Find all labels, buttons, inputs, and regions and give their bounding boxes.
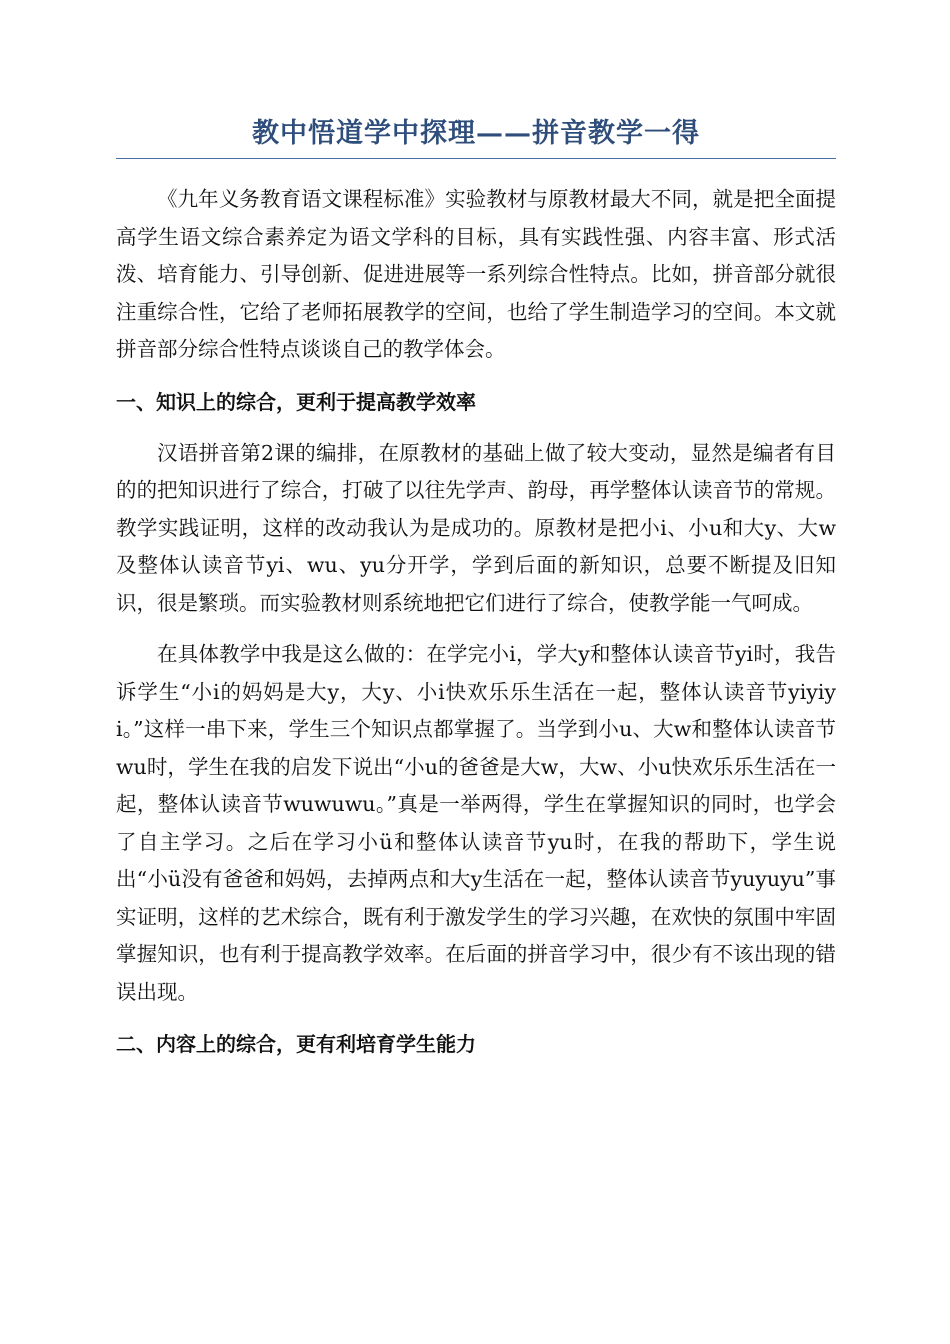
section-2-heading: 二、内容上的综合，更有利培育学生能力 (116, 1032, 476, 1056)
section-1-heading: 一、知识上的综合，更利于提高教学效率 (116, 389, 476, 414)
document-page (116, 112, 836, 1077)
section-1-paragraph-2: 在具体教学中我是这么做的：在学完小i，学大y和整体认读音节yi时，我告诉学生“小i的妈妈是大y，大y、小i快欢乐乐生活在一起，整体认读音节yiyiyi。”这样一串下来，学生三个知识点都掌握了。当学到小u、大w和整体认读音节wu时，学生在我的启发下说出“小u的爸爸是大w，大w、小u快欢乐乐生活在一起，整体认读音节wuwuwu。”真是一举两得，学生在掌握知识的同时，也学会了自主学习。之后在学习小ü和整体认读音节yu时，在我的帮助下，学生说出“小ü没有爸爸和妈妈，去掉两点和大y生活在一起，整体认读音节yuyuyu”事实证明，这样的艺术综合，既有利于激发学生的学习兴趣，在欢快的氛围中牢固掌握知识，也有利于提高教学效率。在后面的拼音学习中，很少有不该出现的错误出现。 (116, 642, 836, 1004)
intro-paragraph: 《九年义务教育语文课程标准》实验教材与原教材最大不同，就是把全面提高学生语文综合素养定为语文学科的目标，具有实践性强、内容丰富、形式活泼、培育能力、引导创新、促进进展等一系列综合性特点。比如，拼音部分就很注重综合性，它给了老师拓展教学的空间，也给了学生制造学习的空间。本文就拼音部分综合性特点谈谈自己的教学体会。 (116, 187, 836, 361)
document-title: 教中悟道学中探理——拼音教学一得 (116, 112, 836, 159)
section-1-paragraph-1: 汉语拼音第2课的编排，在原教材的基础上做了较大变动，显然是编者有目的的把知识进行了综合，打破了以往先学声、韵母，再学整体认读音节的常规。教学实践证明，这样的改动我认为是成功的。原教材是把小i、小u和大y、大w及整体认读音节yi、wu、yu分开学，学到后面的新知识，总要不断提及旧知识，很是繁琐。而实验教材则系统地把它们进行了综合，使教学能一气呵成。 (116, 440, 836, 615)
